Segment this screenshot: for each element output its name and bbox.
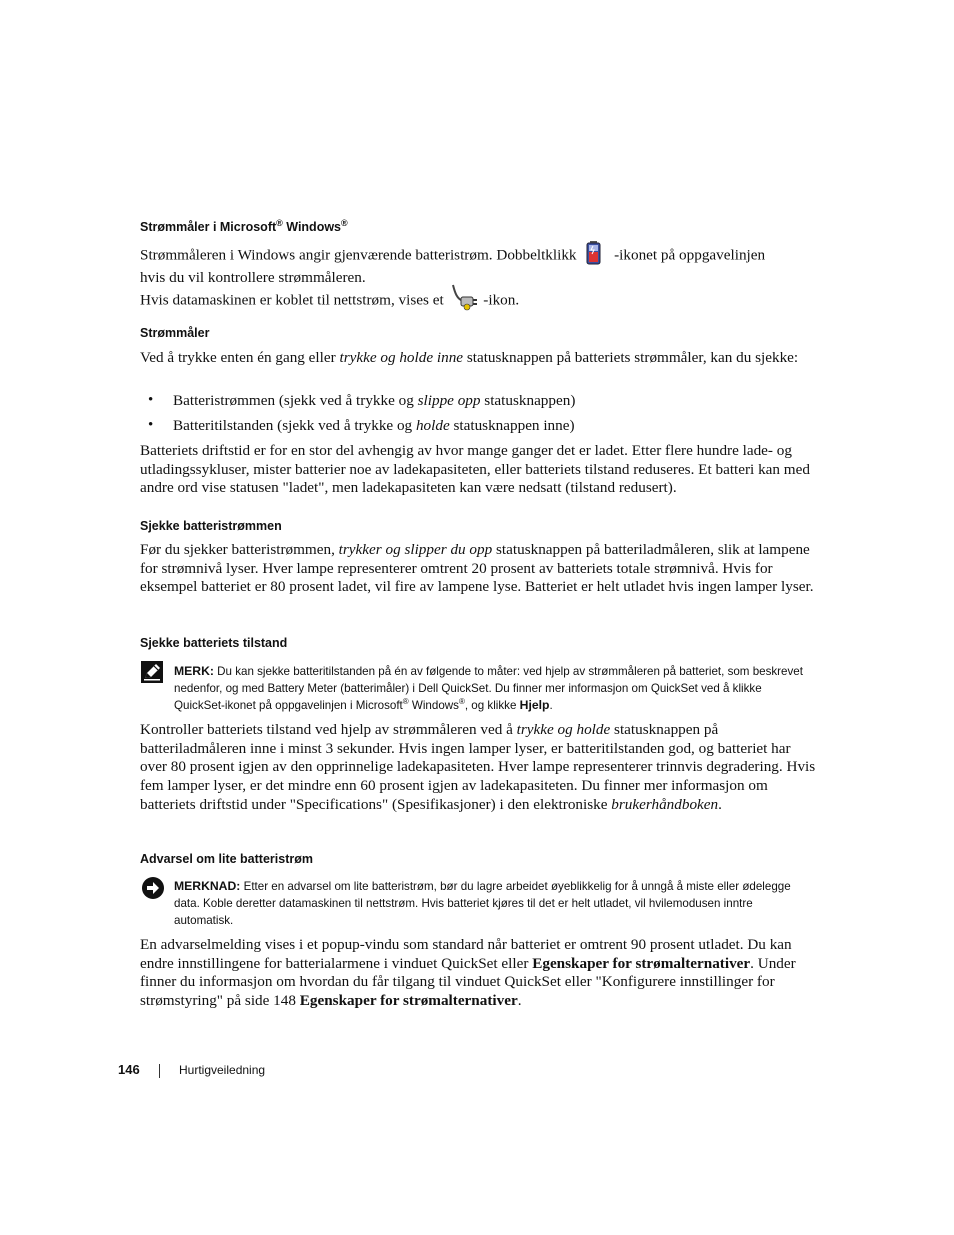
heading-meter-windows: Strømmåler i Microsoft® Windows® <box>140 217 348 234</box>
paragraph-battery-life: Batteriets driftstid er for en stor del avhengig av hvor mange ganger det er ladet. Etter flere hundre lade- og utladingssykluser, mister batterier noe av ladekapasiteten, eller batteriets tilstand reduseres. Et batteri kan med andre ord vise statusen "ladet", men ladekapasiteten kan være nedsatt (tilstand redusert). <box>140 442 810 497</box>
bullet-marker: • <box>148 417 154 433</box>
heading-meter: Strømmåler <box>140 326 210 340</box>
note-pencil-icon <box>141 661 163 683</box>
footer-divider <box>159 1064 160 1078</box>
paragraph-check-charge: Før du sjekker batteristrømmen, trykker og slipper du opp statusknappen på batteriladmåleren, slik at lampene for strømnivå lyser. Hver lampe representerer omtrent 20 prosent av batteriets totale strømnivå. Hvis for eksempel batteriet er 80 prosent ladet, vil fire av lampene lyse. Batteriet er helt utladet hvis ingen lamper lyser. <box>140 541 814 596</box>
paragraph-low-warning: En advarselmelding vises i et popup-vindu som standard når batteriet er omtrent 90 prosent utladet. Du kan endre innstillingene for batterialarmene i vinduet QuickSet eller Egenskaper for strømalternativer. Under finner du informasjon om hvordan du får tilgang til vinduet QuickSet eller "Konfigurere innstillinger for strømstyring" på side 148 Egenskaper for strømalternativer. <box>140 936 796 1010</box>
battery-meter-icon <box>584 240 606 266</box>
list-item: Batteritilstanden (sjekk ved å trykke og holde statusknappen inne) <box>173 417 575 434</box>
paragraph-meter-windows: Strømmåleren i Windows angir gjenværende batteristrøm. Dobbeltklikk -ikonet på oppgavelinjen hvis du vil kontrollere strømmåleren. <box>140 243 816 288</box>
heading-check-health: Sjekke batteriets tilstand <box>140 636 288 650</box>
notice-arrow-icon <box>141 876 163 898</box>
page-number: 146 <box>118 1062 140 1077</box>
footer-title: Hurtigveiledning <box>179 1063 266 1077</box>
paragraph-ac-icon: Hvis datamaskinen er koblet til nettstrøm, vises et -ikon. <box>140 287 816 315</box>
note-battery-health: MERK: Du kan sjekke batteritilstanden på én av følgende to måter: ved hjelp av strømmåleren på batteriet, som beskrevet nedenfor, og med Battery Meter (batterimåler) i Dell QuickSet. Du finner mer informasjon om QuickSet ved å klikke QuickSet-ikonet på oppgavelinjen i Microsoft® Windows®, og klikke Hjelp. <box>174 664 803 712</box>
notice-low-battery: MERKNAD: Etter en advarsel om lite batteristrøm, bør du lagre arbeidet øyeblikkelig for å unngå å miste eller ødelegge data. Koble deretter datamaskinen til nettstrøm. Hvis batteriet kjøres til det er helt utladet, vil hvilemodusen inntre automatisk. <box>174 879 791 927</box>
heading-check-charge: Sjekke batteristrømmen <box>140 519 282 533</box>
ac-power-plug-icon <box>449 283 479 311</box>
heading-low-warning: Advarsel om lite batteristrøm <box>140 852 313 866</box>
bullet-marker: • <box>148 392 154 408</box>
paragraph-meter-intro: Ved å trykke enten én gang eller trykke og holde inne statusknappen på batteriets strømmåler, kan du sjekke: <box>140 349 799 366</box>
paragraph-check-health: Kontroller batteriets tilstand ved hjelp av strømmåleren ved å trykke og holde statusknappen på batteriladmåleren inne i minst 3 sekunder. Hvis ingen lamper lyser, er batteritilstanden god, og batteriet har over 80 prosent igjen av den opprinnelige ladekapasiteten. Hver lampe representerer trinnvis degradering. Hvis fem lamper lyser, er det mindre enn 60 prosent igjen av ladekapasiteten. Du finner mer informasjon om batteriets driftstid under "Specifications" (Spesifikasjoner) i den elektroniske brukerhåndboken. <box>140 721 816 813</box>
list-item: Batteristrømmen (sjekk ved å trykke og slippe opp statusknappen) <box>173 392 576 409</box>
